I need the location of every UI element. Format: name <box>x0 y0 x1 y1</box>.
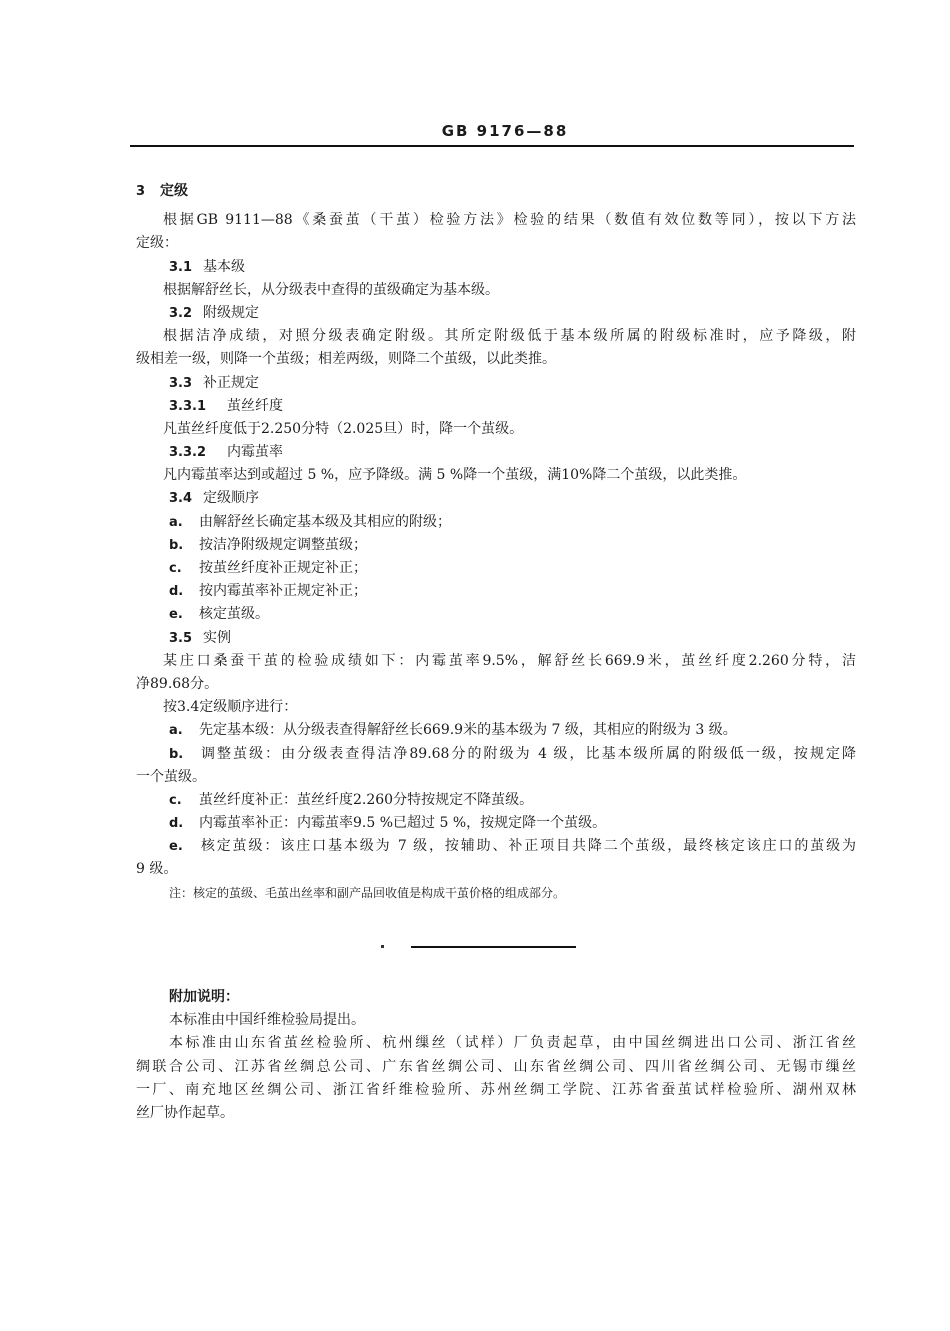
list-letter: b. <box>169 746 184 762</box>
paragraph-line: 绸联合公司、江苏省丝绸总公司、广东省丝绸公司、山东省丝绸公司、四川省丝绸公司、无锡市缫丝 <box>136 1058 856 1075</box>
list-text: 由解舒丝长确定基本级及其相应的附级； <box>199 513 451 530</box>
appendix <box>136 986 856 1125</box>
divider-dot <box>381 945 384 948</box>
paragraph-line: 级相差一级，则降一个茧级；相差两级，则降二个茧级，以此类推。 <box>136 351 556 368</box>
paragraph-line: 定级： <box>136 235 178 252</box>
section-3-3-2-heading <box>136 441 856 464</box>
document-body <box>136 180 856 905</box>
section-title: 内霉茧率 <box>227 444 283 461</box>
list-letter: c. <box>169 561 182 576</box>
paragraph-line: 9 级。 <box>136 861 178 878</box>
list-text: 按内霉茧率补正规定补正； <box>199 583 367 600</box>
standard-code-header: GB 9176—88 <box>441 122 569 140</box>
paragraph-line: 一个茧级。 <box>136 768 206 785</box>
section-3-5-heading <box>136 627 856 650</box>
list-item <box>136 789 856 812</box>
section-title: 基本级 <box>203 258 245 275</box>
appendix-title: 附加说明： <box>169 989 239 1005</box>
list-item <box>136 511 856 534</box>
section-3-4-heading <box>136 487 856 510</box>
paragraph-line: 本标准由山东省茧丝检验所、杭州缫丝（试样）厂负责起草，由中国丝绸进出口公司、浙江省丝 <box>169 1035 856 1052</box>
section-number: 3.1 <box>169 259 193 275</box>
list-item <box>136 719 856 742</box>
list-letter: b. <box>169 537 184 553</box>
header-rule <box>130 145 854 147</box>
paragraph-line: 凡茧丝纤度低于2.250分特（2.025旦）时，降一个茧级。 <box>163 420 524 437</box>
section-number: 3.5 <box>169 630 193 646</box>
list-letter: d. <box>169 584 184 600</box>
paragraph-line: 凡内霉茧率达到或超过 5 %，应予降级。满 5 %降一个茧级，满10%降二个茧级，以此类推。 <box>163 467 747 484</box>
paragraph-line: 根据解舒丝长，从分级表中查得的茧级确定为基本级。 <box>163 281 499 298</box>
paragraph-line: 本标准由中国纤维检验局提出。 <box>169 1012 365 1029</box>
list-text: 核定茧级：该庄口基本级为 7 级，按辅助、补正项目共降二个茧级，最终核定该庄口的茧级为 <box>199 838 856 855</box>
list-text: 内霉茧率补正：内霉茧率9.5 %已超过 5 %，按规定降一个茧级。 <box>199 815 607 832</box>
paragraph-line: 净89.68分。 <box>136 675 219 692</box>
section-number: 3.2 <box>169 305 193 321</box>
section-number: 3.4 <box>169 491 193 507</box>
paragraph-line: 按3.4定级顺序进行： <box>163 699 298 716</box>
paragraph-line: 丝厂协作起草。 <box>136 1104 234 1121</box>
paragraph-line: 某庄口桑蚕干茧的检验成绩如下：内霉茧率9.5%，解舒丝长669.9米，茧丝纤度2.260分特，洁 <box>163 652 856 669</box>
section-title: 补正规定 <box>203 374 259 391</box>
list-letter: a. <box>169 514 183 530</box>
list-text: 按洁净附级规定调整茧级； <box>199 536 367 553</box>
list-item <box>136 603 856 626</box>
section-number: 3.3.2 <box>169 445 207 461</box>
list-letter: e. <box>169 607 183 623</box>
section-number: 3.3 <box>169 375 193 391</box>
list-letter: e. <box>169 839 183 855</box>
list-text: 茧丝纤度补正：茧丝纤度2.260分特按规定不降茧级。 <box>199 791 534 808</box>
section-3-3-heading <box>136 372 856 395</box>
list-letter: d. <box>169 816 184 832</box>
end-divider <box>411 946 576 948</box>
section-title: 定级顺序 <box>203 490 259 507</box>
section-3-1-heading <box>136 256 856 279</box>
paragraph-line: 一厂、南充地区丝绸公司、浙江省纤维检验所、苏州丝绸工学院、江苏省蚕茧试样检验所、湖州双林 <box>136 1081 856 1098</box>
section-title: 定级 <box>160 183 188 199</box>
section-3-2-heading <box>136 302 856 325</box>
list-item <box>136 743 856 766</box>
list-item <box>136 812 856 835</box>
section-number: 3.3.1 <box>169 398 207 414</box>
section-3-3-1-heading <box>136 395 856 418</box>
list-text: 按茧丝纤度补正规定补正； <box>199 560 367 576</box>
list-text: 调整茧级：由分级表查得洁净89.68分的附级为 4 级，比基本级所属的附级低一级，按规定降 <box>199 745 856 762</box>
list-text: 核定茧级。 <box>199 606 269 623</box>
note: 注：核定的茧级、毛茧出丝率和副产品回收值是构成干茧价格的组成部分。 <box>169 885 566 900</box>
list-text: 先定基本级：从分级表查得解舒丝长669.9米的基本级为 7 级，其相应的附级为 3 级。 <box>199 722 737 739</box>
paragraph-line: 根据洁净成绩，对照分级表确定附级。其所定附级低于基本级所属的附级标准时，应予降级，附 <box>163 328 856 345</box>
section-title: 附级规定 <box>203 304 259 321</box>
section-title: 茧丝纤度 <box>227 397 283 414</box>
list-item <box>136 580 856 603</box>
list-letter: c. <box>169 792 182 808</box>
list-item <box>136 557 856 580</box>
section-title: 实例 <box>203 629 231 646</box>
section-3-heading <box>136 180 856 203</box>
paragraph-line: 根据GB 9111—88《桑蚕茧（干茧）检验方法》检验的结果（数值有效位数等同），按以下方法 <box>163 212 856 229</box>
section-number: 3 <box>136 184 146 199</box>
list-item <box>136 835 856 858</box>
list-item <box>136 534 856 557</box>
list-letter: a. <box>169 723 183 739</box>
